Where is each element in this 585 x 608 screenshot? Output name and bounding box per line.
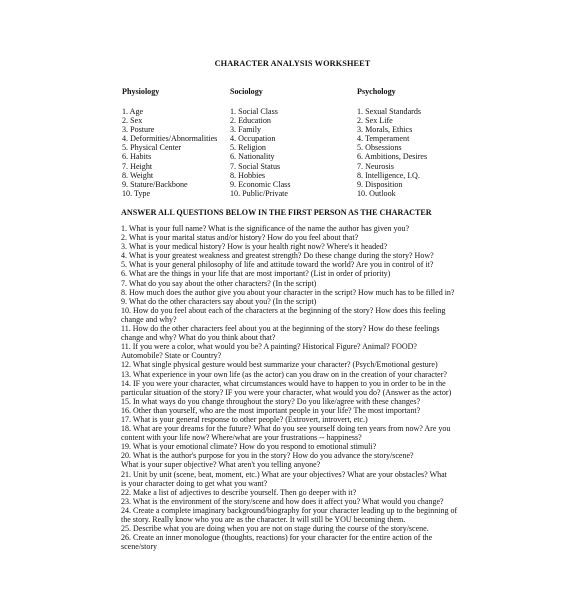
question-line: 2. What is your marital status and/or history? How do you feel about that? (121, 233, 359, 243)
question-line: 19. What is your emotional climate? How do you respond to emotional stimuli? (121, 442, 377, 452)
question-line: 21. Unit by unit (scene, beat, moment, etc.) What are your objectives? What are your obstacles? What (121, 469, 447, 479)
question-line: What is your super objective? What aren't you telling anyone? (121, 460, 321, 470)
question-line: change and why? What do you think about that? (121, 333, 276, 343)
instruction-heading: ANSWER ALL QUESTIONS BELOW IN THE FIRST PERSON AS THE CHARACTER (121, 208, 432, 217)
list-item: 6. Habits (122, 152, 152, 162)
list-item: 6. Ambitions, Desires (357, 152, 428, 162)
list-item: 7. Social Status (230, 161, 281, 171)
list-item: 4. Deformities/Abnormalities (122, 134, 218, 144)
list-item: 6. Nationality (230, 152, 275, 162)
list-item: 1. Age (122, 107, 144, 116)
question-line: the story. Really know who you are as the character. It will still be YOU becoming them. (121, 515, 406, 524)
list-item: 1. Social Class (230, 107, 278, 116)
list-item: 7. Height (122, 161, 153, 171)
question-line: 25. Describe what you are doing when you are not on stage during the course of the story/scene. (121, 524, 429, 534)
question-list (121, 224, 461, 551)
list-item: 8. Weight (122, 170, 154, 180)
list-item: 10. Outlook (357, 188, 396, 198)
list-item: 2. Sex Life (357, 116, 393, 126)
question-line: 11. If you were a color, what would you be? A painting? Historical Figure? Animal? FOOD? (121, 342, 417, 352)
question-line: 17. What is your general response to other people? (Extrovert, introvert, etc.) (121, 414, 368, 424)
question-line: scene/story (121, 542, 157, 552)
psychology-list (357, 107, 427, 198)
question-line: 22. Make a list of adjectives to describe yourself. Then go deeper with it? (121, 487, 357, 497)
list-item: 5. Religion (230, 143, 266, 153)
question-line: 12. What single physical gesture would best summarize your character? (Psych/Emotional gesture) (121, 360, 438, 370)
question-line: 9. What do the other characters say about you? (In the script) (121, 296, 317, 306)
list-item: 3. Family (230, 125, 262, 135)
list-item: 4. Occupation (230, 134, 276, 144)
question-line: change and why? (121, 314, 177, 324)
list-item: 8. Intelligence, I.Q. (357, 170, 420, 180)
list-item: 7. Neurosis (357, 161, 394, 171)
list-item: 3. Morals, Ethics (357, 125, 413, 135)
list-item: 8. Hobbies (230, 170, 266, 180)
question-line: 1. What is your full name? What is the significance of the name the author has given you? (121, 224, 410, 233)
question-line: 11. How do the other characters feel about you at the beginning of the story? How do these feelings (121, 324, 440, 334)
list-item: 5. Obsessions (357, 143, 402, 153)
list-item: 10. Public/Private (230, 188, 288, 198)
question-line: 15. In what ways do you change throughout the story? Do you like/agree with these changes? (121, 396, 421, 406)
list-item: 2. Sex (122, 116, 143, 126)
question-line: 18. What are your dreams for the future? What do you see yourself doing ten years from now? Are you (121, 424, 451, 434)
list-item: 2. Education (230, 116, 271, 126)
question-line: 6. What are the things in your life that are most important? (List in order of priority) (121, 269, 391, 279)
physiology-column (122, 87, 217, 198)
physiology-header: Physiology (122, 87, 160, 96)
list-item: 9. Stature/Backbone (122, 179, 188, 189)
list-item: 1. Sexual Standards (357, 107, 422, 116)
list-item: 9. Economic Class (230, 179, 291, 189)
sociology-list (230, 107, 290, 198)
sociology-header: Sociology (230, 87, 263, 96)
list-item: 4. Temperament (357, 134, 410, 144)
question-line: 8. How much does the author give you about your character in the script? How much has to be filled in? (121, 287, 455, 297)
question-line: 7. What do you say about the other characters? (In the script) (121, 278, 317, 288)
question-line: 10. How do you feel about each of the characters at the beginning of the story? How does this feeling (121, 305, 446, 315)
worksheet-title: CHARACTER ANALYSIS WORKSHEET (214, 59, 371, 68)
question-line: 14. IF you were your character, what circumstances would have to happen to you in order to be in the (121, 378, 446, 388)
question-line: 16. Other than yourself, who are the most important people in your life? The most important? (121, 405, 421, 415)
physiology-list (122, 107, 217, 198)
question-line: 5. What is your general philosophy of life and attitude toward the world? Are you in control of it? (121, 260, 434, 270)
question-line: 4. What is your greatest weakness and greatest strength? Do these change during the story? How? (121, 251, 434, 261)
question-line: 23. What is the environment of the story/scene and how does it affect you? What would you change? (121, 496, 444, 506)
psychology-header: Psychology (357, 87, 396, 96)
question-line: 20. What is the author's purpose for you in the story? How do you advance the story/scene? (121, 451, 414, 461)
sociology-column (230, 87, 290, 198)
question-line: 13. What experience in your own life (as the actor) can you draw on in the creation of your character? (121, 369, 447, 379)
list-item: 9. Disposition (357, 179, 403, 189)
list-item: 10. Type (122, 188, 151, 198)
list-item: 3. Posture (122, 125, 155, 135)
list-item: 5. Physical Center (122, 143, 182, 153)
question-line: Automobile? State or Country? (121, 351, 222, 361)
question-line: particular situation of the story? IF you were your character, what would you do? (Answer as the actor) (121, 387, 452, 397)
question-line: 3. What is your medical history? How is your health right now? Where's it headed? (121, 242, 388, 252)
question-line: 26. Create an inner monologue (thoughts, reactions) for your character for the entire action of the (121, 533, 433, 543)
question-line: is your character doing to get what you want? (121, 478, 268, 488)
psychology-column (357, 87, 427, 198)
question-line: content with your life now? Where/what are your frustrations -- happiness? (121, 433, 362, 443)
question-line: 24. Create a complete imaginary background/biography for your character leading up to the beginning of (121, 505, 458, 515)
